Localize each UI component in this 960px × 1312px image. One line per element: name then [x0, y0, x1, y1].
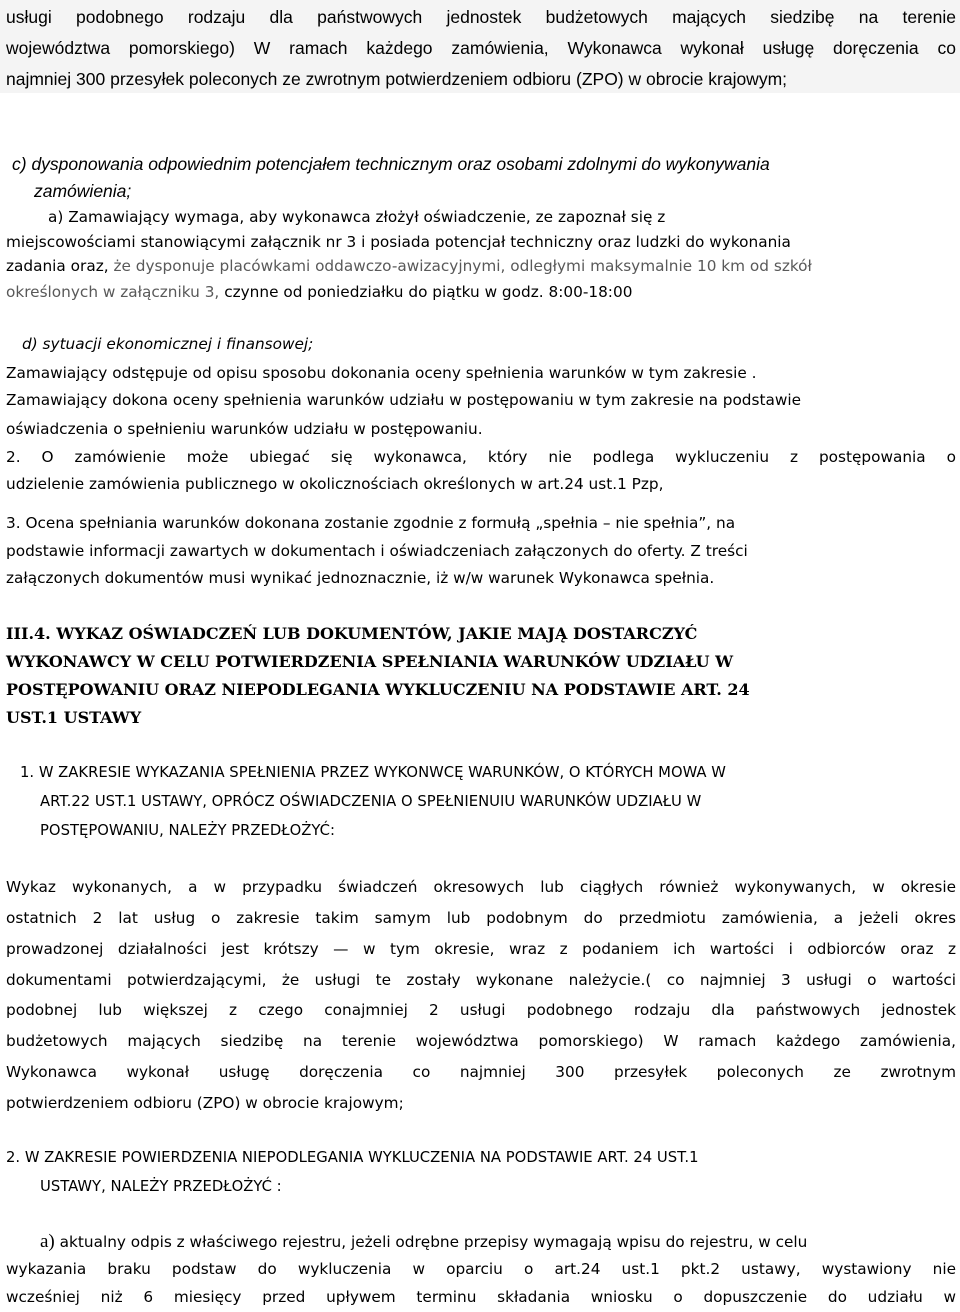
wykaz-line-8: potwierdzeniem odbioru (ZPO) w obrocie krajowym;	[6, 1094, 404, 1112]
section-c-heading-cont: zamówienia;	[34, 181, 132, 201]
final-a-prefix: a)	[40, 1231, 55, 1252]
section-c-line-4-grey: określonych w załączniku 3,	[6, 283, 220, 301]
point-2-line-2: udzielenie zamówienia publicznego w okolicznościach określonych w art.24 ust.1 Pzp,	[6, 475, 664, 493]
wykaz-line-6: budżetowych mających siedzibę na terenie województwa pomorskiego) W ramach każdego zamówienia,	[6, 1032, 956, 1050]
list-2-line-1: 2. W ZAKRESIE POWIERDZENIA NIEPODLEGANIA WYKLUCZENIA NA PODSTAWIE ART. 24 UST.1	[6, 1149, 699, 1166]
point-3-line-3: załączonych dokumentów musi wynikać jednoznacznie, iż w/w warunek Wykonawca spełnia.	[6, 569, 715, 587]
section-c-line-4-black: czynne od poniedziałku do piątku w godz. 8:00-18:00	[224, 283, 633, 301]
top-line-2: województwa pomorskiego) W ramach każdego zamówienia, Wykonawca wykonał usługę doręczenia co	[6, 38, 956, 58]
section-c-a-line: a) Zamawiający wymaga, aby wykonawca złożył oświadczenie, ze zapoznał się z	[48, 208, 666, 226]
section-c-line-2: miejscowościami stanowiącymi załącznik nr 3 i posiada potencjał techniczny oraz ludzki do wykonania	[6, 233, 791, 251]
section-iii4-heading-3: POSTĘPOWANIU ORAZ NIEPODLEGANIA WYKLUCZENIU NA PODSTAWIE ART. 24	[6, 680, 750, 699]
list-1-line-1: 1. W ZAKRESIE WYKAZANIA SPEŁNIENIA PRZEZ WYKONWCĘ WARUNKÓW, O KTÓRYCH MOWA W	[20, 764, 726, 781]
section-iii4-heading-1: III.4. WYKAZ OŚWIADCZEŃ LUB DOKUMENTÓW, JAKIE MAJĄ DOSTARCZYĆ	[6, 624, 698, 643]
wykaz-line-3: prowadzonej działalności jest krótszy — w tym okresie, wraz z podaniem ich wartości i odbiorców oraz z	[6, 940, 956, 958]
point-3-line-1: 3. Ocena spełniania warunków dokonana zostanie zgodnie z formułą „spełnia – nie spełnia”, na	[6, 514, 736, 532]
point-3-line-2: podstawie informacji zawartych w dokumentach i oświadczeniach załączonych do oferty. Z treści	[6, 542, 748, 560]
point-2-line-1: 2. O zamówienie może ubiegać się wykonawca, który nie podlega wykluczeniu z postępowania o	[6, 448, 956, 466]
section-iii4-heading-2: WYKONAWCY W CELU POTWIERDZENIA SPEŁNIANIA WARUNKÓW UDZIAŁU W	[6, 652, 734, 671]
section-c-line-3-grey: że dysponuje placówkami oddawczo-awizacyjnymi, odległymi maksymalnie 10 km od szkół	[113, 257, 812, 275]
list-1-line-2: ART.22 UST.1 USTAWY, OPRÓCZ OŚWIADCZENIA O SPEŁNIENUIU WARUNKÓW UDZIAŁU W	[40, 793, 702, 810]
final-line-3: wcześniej niż 6 miesięcy przed upływem terminu składania wniosku o dopuszczenie do udziału w	[6, 1288, 956, 1306]
wykaz-line-2: ostatnich 2 lat usług o zakresie takim samym lub podobnym do przedmiotu zamówienia, a jeżeli okres	[6, 909, 956, 927]
list-2-line-2: USTAWY, NALEŻY PRZEDŁOŻYĆ :	[40, 1178, 282, 1195]
final-line-2: wykazania braku podstaw do wykluczenia w oparciu o art.24 ust.1 pkt.2 ustawy, wystawiony nie	[6, 1260, 956, 1278]
section-c-line-3	[6, 259, 956, 274]
final-line-1	[40, 1232, 956, 1251]
wykaz-line-1: Wykaz wykonanych, a w przypadku świadczeń okresowych lub ciągłych również wykonywanych, w okresie	[6, 878, 956, 896]
wykaz-line-4: dokumentami potwierdzającymi, że usługi te zostały wykonane należycie.( co najmniej 3 usługi o wartości	[6, 971, 956, 989]
section-c-line-4	[6, 285, 956, 300]
section-d-line-3: oświadczenia o spełnieniu warunków udziału w postępowaniu.	[6, 420, 483, 438]
top-line-1: usługi podobnego rodzaju dla państwowych jednostek budżetowych mających siedzibę na terenie	[6, 7, 956, 27]
section-d-line-1: Zamawiający odstępuje od opisu sposobu dokonania oceny spełnienia warunków w tym zakresie .	[6, 364, 757, 382]
section-c-line-3-black: zadania oraz,	[6, 257, 109, 275]
section-d-heading: d) sytuacji ekonomicznej i finansowej;	[22, 335, 314, 353]
section-iii4-heading-4: UST.1 USTAWY	[6, 708, 142, 727]
top-line-3: najmniej 300 przesyłek poleconych ze zwrotnym potwierdzeniem odbioru (ZPO) w obrocie krajowym;	[6, 69, 788, 89]
section-d-line-2: Zamawiający dokona oceny spełnienia warunków udziału w postępowaniu w tym zakresie na podstawie	[6, 391, 802, 409]
section-c-heading: c) dysponowania odpowiednim potencjałem technicznym oraz osobami zdolnymi do wykonywania	[12, 154, 770, 174]
list-1-line-3: POSTĘPOWANIU, NALEŻY PRZEDŁOŻYĆ:	[40, 822, 335, 839]
wykaz-line-7: Wykonawca wykonał usługę doręczenia co najmniej 300 przesyłek poleconych ze zwrotnym	[6, 1063, 956, 1081]
wykaz-line-5: podobnej lub większej z czego conajmniej 2 usługi podobnego rodzaju dla państwowych jednostek	[6, 1001, 956, 1019]
final-line-1-text: aktualny odpis z właściwego rejestru, jeżeli odrębne przepisy wymagają wpisu do rejestru, w celu	[59, 1233, 808, 1251]
